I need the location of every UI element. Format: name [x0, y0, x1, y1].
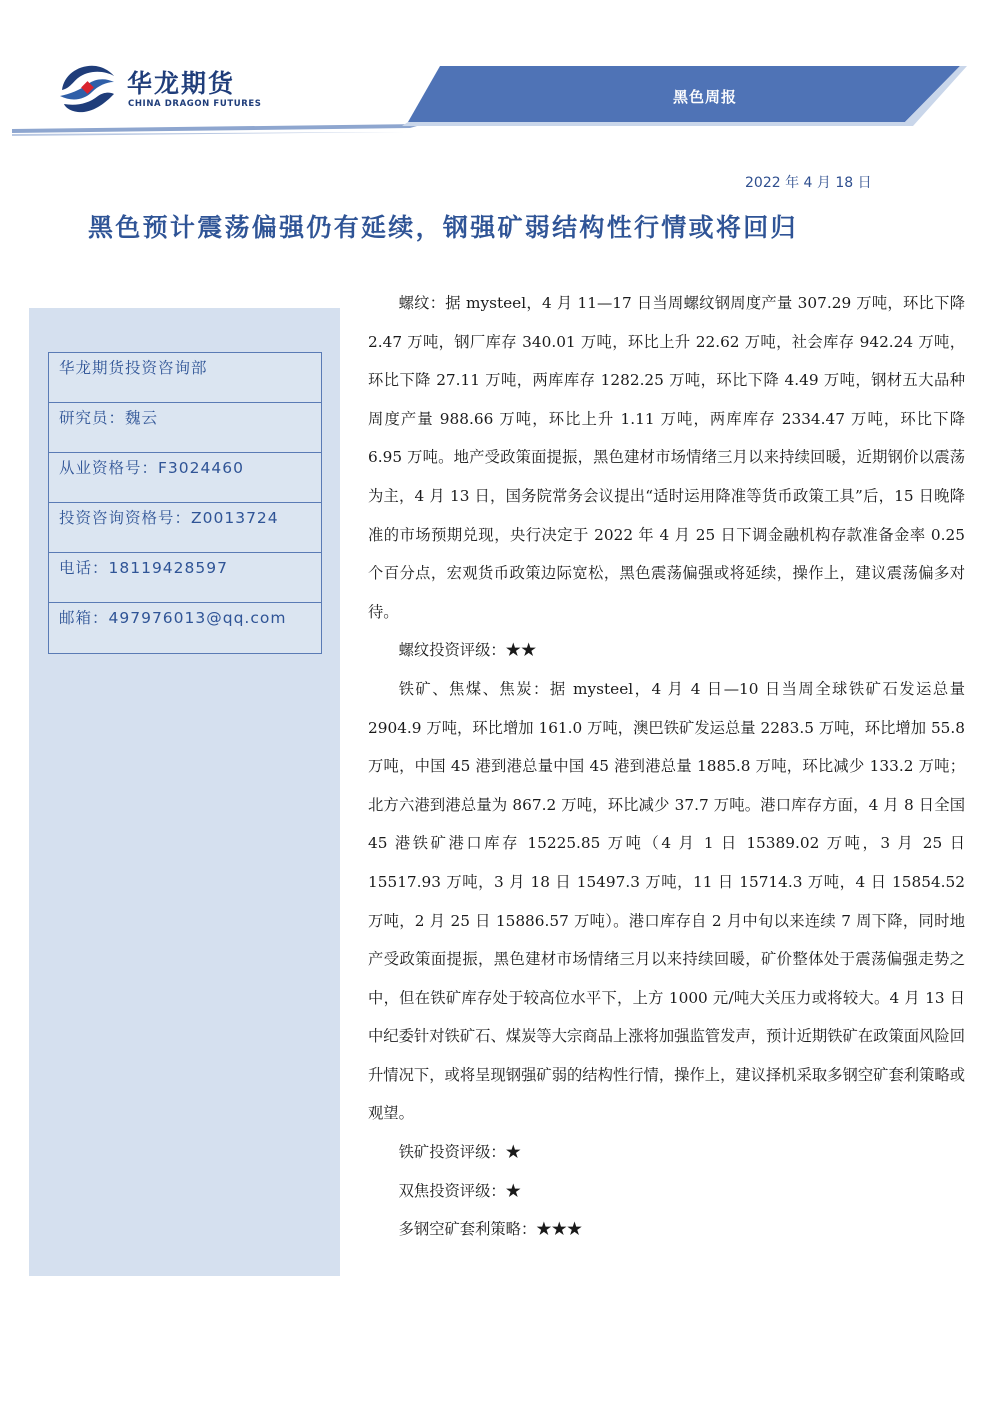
- brand-name: 华龙期货: [127, 69, 236, 98]
- page-header: [0, 0, 992, 150]
- info-researcher: 研究员：魏云: [49, 403, 321, 453]
- paragraph-rebar: 螺纹：据 mysteel，4 月 11—17 日当周螺纹钢周度产量 307.29 万吨，环比下降 2.47 万吨，钢厂库存 340.01 万吨，环比上升 22.62 万吨，社会库存 942.24 万吨， 环比下降 27.11 万吨，两库库存 1282.25 万吨，环比下降 4.49 万吨，钢材五大品种周度产量 988.66 万吨，环比上升 1.11 万吨，两库库存 2334.47 万吨，环比下降 6.95 万吨。地产受政策面提振，黑色建材市场情绪三月以来持续回暖，近期钢价以震荡为主，4 月 13 日，国务院常务会议提出“适时运用降准等货币政策工具”后，15 日晚降准的市场预期兑现，央行决定于 2022 年 4 月 25 日下调金融机构存款准备金率 0.25 个百分点，宏观货币政策边际宽松，黑色震荡偏强或将延续，操作上，建议震荡偏多对待。: [368, 294, 965, 621]
- report-date: 2022 年 4 月 18 日: [745, 175, 872, 191]
- rating-iron-ore: 铁矿投资评级：★: [398, 1143, 521, 1162]
- rating-rebar: 螺纹投资评级：★★: [398, 641, 537, 660]
- rating-arbitrage: 多钢空矿套利策略：★★★: [398, 1220, 583, 1239]
- info-phone: 电话：18119428597: [49, 553, 321, 603]
- main-content: [368, 284, 965, 1249]
- report-title: 黑色预计震荡偏强仍有延续，钢强矿弱结构性行情或将回归: [88, 213, 798, 242]
- info-license-number: 从业资格号：F3024460: [49, 453, 321, 503]
- info-email: 邮箱：497976013@qq.com: [59, 609, 287, 627]
- dragon-logo-icon: [58, 60, 118, 116]
- rating-coke-coal: 双焦投资评级：★: [398, 1181, 521, 1200]
- info-department: 华龙期货投资咨询部: [49, 353, 321, 403]
- info-advisory-license: 投资咨询资格号：Z0013724: [49, 503, 321, 553]
- report-type-label: 黑色周报: [672, 88, 737, 106]
- sidebar-panel: [29, 308, 340, 1276]
- brand-name-english: CHINA DRAGON FUTURES: [128, 99, 262, 109]
- paragraph-iron-ore-coke: 铁矿、焦煤、焦炭：据 mysteel，4 月 4 日—10 日当周全球铁矿石发运总量 2904.9 万吨，环比增加 161.0 万吨，澳巴铁矿发运总量 2283.5 万吨，环比增加 55.8 万吨，中国 45 港到港总量中国 45 港到港总量 1885.8 万吨，环比减少 133.2 万吨；北方六港到港总量为 867.2 万吨，环比减少 37.7 万吨。港口库存方面，4 月 8 日全国 45 港铁矿港口库存 15225.85 万吨（4 月 1 日 15389.02 万吨，3 月 25 日 15517.93 万吨，3 月 18 日 15497.3 万吨，11 日 15714.3 万吨，4 日 15854.52 万吨，2 月 25 日 15886.57 万吨）。港口库存自 2 月中旬以来连续 7 周下降，同时地产受政策面提振，黑色建材市场情绪三月以来持续回暖，矿价整体处于震荡偏强走势之中，但在铁矿库存处于较高位水平下，上方 1000 元/吨大关压力或将较大。4 月 13 日中纪委针对铁矿石、煤炭等大宗商品上涨将加强监管发声，预计近期铁矿在政策面风险回升情况下，或将呈现钢强矿弱的结构性行情，操作上，建议择机采取多钢空矿套利策略或观望。: [368, 679, 965, 1123]
- analyst-info-box: [48, 352, 322, 654]
- header-swoosh: [12, 124, 424, 133]
